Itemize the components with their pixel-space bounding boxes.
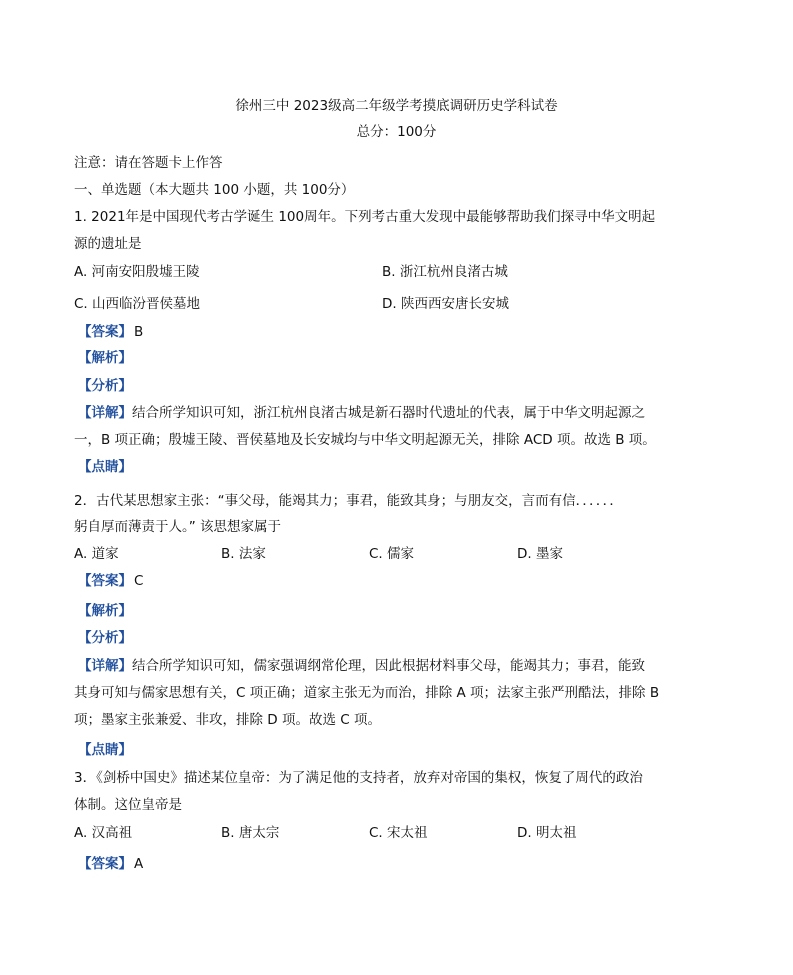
breakdown-label: 【分析】 (78, 378, 132, 394)
q2-stem-line1: 2．古代某思想家主张：“事父母，能竭其力；事君，能致其身；与朋友交，言而有信．．．．．． (74, 493, 623, 509)
q2-option-c: C. 儒家 (369, 546, 415, 562)
q1-analysis (78, 348, 132, 368)
q2-option-b: B. 法家 (221, 546, 266, 562)
q2-stem-line2: 躬自厚而薄责于人。” 该思想家属于 (74, 519, 282, 535)
answer-label: 【答案】 (78, 856, 132, 872)
q1-option-a: A. 河南安阳殷墟王陵 (74, 264, 200, 280)
q1-stem-line2: 源的遗址是 (74, 236, 142, 252)
q1-breakdown (78, 376, 132, 396)
q3-option-d: D. 明太祖 (517, 825, 577, 841)
section-header: 一、单选题（本大题共 100 小题，共 100分） (74, 182, 355, 198)
q2-comment (78, 740, 132, 760)
q1-answer-value: B (134, 324, 144, 340)
q1-detail (78, 403, 645, 423)
q1-option-c: C. 山西临汾晋侯墓地 (74, 296, 201, 312)
q2-detail-text-line1: 结合所学知识可知，儒家强调纲常伦理，因此根据材料事父母，能竭其力；事君，能致 (132, 658, 645, 674)
comment-label: 【点睛】 (78, 742, 132, 758)
q1-comment (78, 457, 132, 477)
detail-label: 【详解】 (78, 658, 132, 674)
notice-text: 注意：请在答题卡上作答 (74, 155, 223, 171)
q2-breakdown (78, 628, 132, 648)
q1-detail-text-line1: 结合所学知识可知，浙江杭州良渚古城是新石器时代遗址的代表，属于中华文明起源之 (132, 405, 645, 421)
q3-stem-line1: 3．《剑桥中国史》描述某位皇帝：为了满足他的支持者，放弃对帝国的集权，恢复了周代的政治 (74, 770, 643, 786)
detail-label: 【详解】 (78, 405, 132, 421)
analysis-label: 【解析】 (78, 350, 132, 366)
q2-option-d: D. 墨家 (517, 546, 563, 562)
q1-option-d: D. 陕西西安唐长安城 (382, 296, 509, 312)
q2-analysis (78, 601, 132, 621)
answer-label: 【答案】 (78, 324, 132, 340)
comment-label: 【点睛】 (78, 459, 132, 475)
q3-answer-value: A (134, 856, 144, 872)
q3-option-b: B. 唐太宗 (221, 825, 280, 841)
total-score: 总分：100分 (356, 124, 437, 140)
q3-option-a: A. 汉高祖 (74, 825, 133, 841)
q2-detail-text-line3: 项；墨家主张兼爱、非攻，排除 D 项。故选 C 项。 (74, 712, 381, 728)
q1-stem-line1: 1. 2021年是中国现代考古学诞生 100周年。下列考古重大发现中最能够帮助我们探寻中华文明起 (74, 209, 656, 225)
q2-answer-value: C (134, 573, 144, 589)
analysis-label: 【解析】 (78, 603, 132, 619)
q2-option-a: A. 道家 (74, 546, 119, 562)
q3-answer (78, 854, 143, 874)
answer-label: 【答案】 (78, 573, 132, 589)
q1-option-b: B. 浙江杭州良渚古城 (382, 264, 508, 280)
q2-detail (78, 656, 645, 676)
q2-detail-text-line2: 其身可知与儒家思想有关，C 项正确；道家主张无为而治，排除 A 项；法家主张严刑酷法，排除 B (74, 685, 660, 701)
q1-detail-text-line2: 一，B 项正确；殷墟王陵、晋侯墓地及长安城均与中华文明起源无关，排除 ACD 项。故选 B 项。 (74, 432, 656, 448)
q3-stem-line2: 体制。这位皇帝是 (74, 797, 182, 813)
q1-answer (78, 322, 143, 342)
q3-option-c: C. 宋太祖 (369, 825, 428, 841)
breakdown-label: 【分析】 (78, 630, 132, 646)
exam-title: 徐州三中 2023级高二年级学考摸底调研历史学科试卷 (235, 98, 558, 114)
q2-answer (78, 571, 143, 591)
